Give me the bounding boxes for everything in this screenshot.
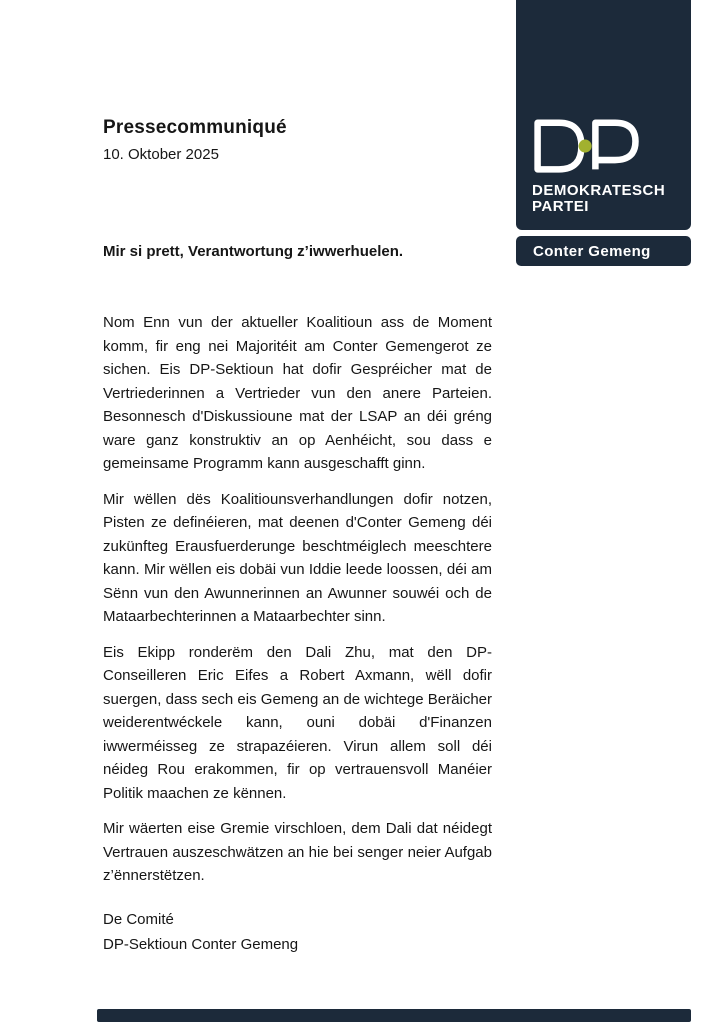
party-name-line1: DEMOKRATESCH: [532, 182, 666, 199]
dp-monogram-icon: [532, 118, 642, 176]
paragraph-1: Nom Enn vun der aktueller Koalitioun ass de Moment komm, fir eng nei Majoritéit am Conter Gemengerot ze sichen. Eis DP-Sektioun hat dofir Gespréicher mat de Vertriederinnen a Vertrieder vun den anere Parteien. Besonnesch d'Diskussioune mat der LSAP an déi gréng ware ganz konstruktiv an op Aenhéicht, sou dass e gemeinsame Programm kann ausgeschafft ginn.: [103, 314, 492, 472]
dp-logo-block: [516, 0, 691, 230]
section-badge: [516, 236, 691, 266]
signature-line-1: De Comité: [103, 911, 174, 928]
paragraph-4: Mir wäerten eise Gremie virschloen, dem Dali dat néidegt Vertrauen auszeschwätzen an hie bei senger neier Aufgab z’ënnerstëtzen.: [103, 820, 492, 884]
letter-body: [103, 311, 492, 900]
paragraph-2: Mir wëllen dës Koalitiounsverhandlungen dofir notzen, Pisten ze definéieren, mat deenen d'Conter Gemeng déi zukünfteg Erausfuerderunge beschtméiglech meeschtere kann. Mir wëllen eis dobäi vun Iddie leede loossen, déi am Sënn vun den Awunnerinnen an Awunner souwéi och de Mataarbechterinnen a Mataarbechter sinn.: [103, 490, 492, 625]
signature-line-2: DP-Sektioun Conter Gemeng: [103, 935, 299, 953]
dp-logo: [516, 0, 691, 266]
signature-block: [103, 908, 298, 957]
green-dot-icon: [579, 140, 592, 153]
section-badge-label: Conter Gemeng: [533, 242, 651, 260]
letter-date: 10. Oktober 2025: [103, 146, 219, 163]
subject-line: Mir si prett, Verantwortung z’iwwerhuelen.: [103, 243, 404, 260]
footer-rule: [97, 1009, 691, 1022]
page-title: Pressecommuniqué: [103, 117, 287, 138]
paragraph-3: Eis Ekipp ronderëm den Dali Zhu, mat den DP-Conseilleren Eric Eifes a Robert Axmann, wëll dofir suergen, dass sech eis Gemeng an de wichtege Beräicher weiderentwéckele kann, ouni dobäi d'Finanzen iwwerméisseg ze strapazéieren. Virun allem soll déi néideg Rou erakommen, fir op vertrauensvoll Manéier Politik maachen ze kënnen.: [103, 643, 492, 802]
party-name-line2: PARTEI: [532, 198, 589, 215]
